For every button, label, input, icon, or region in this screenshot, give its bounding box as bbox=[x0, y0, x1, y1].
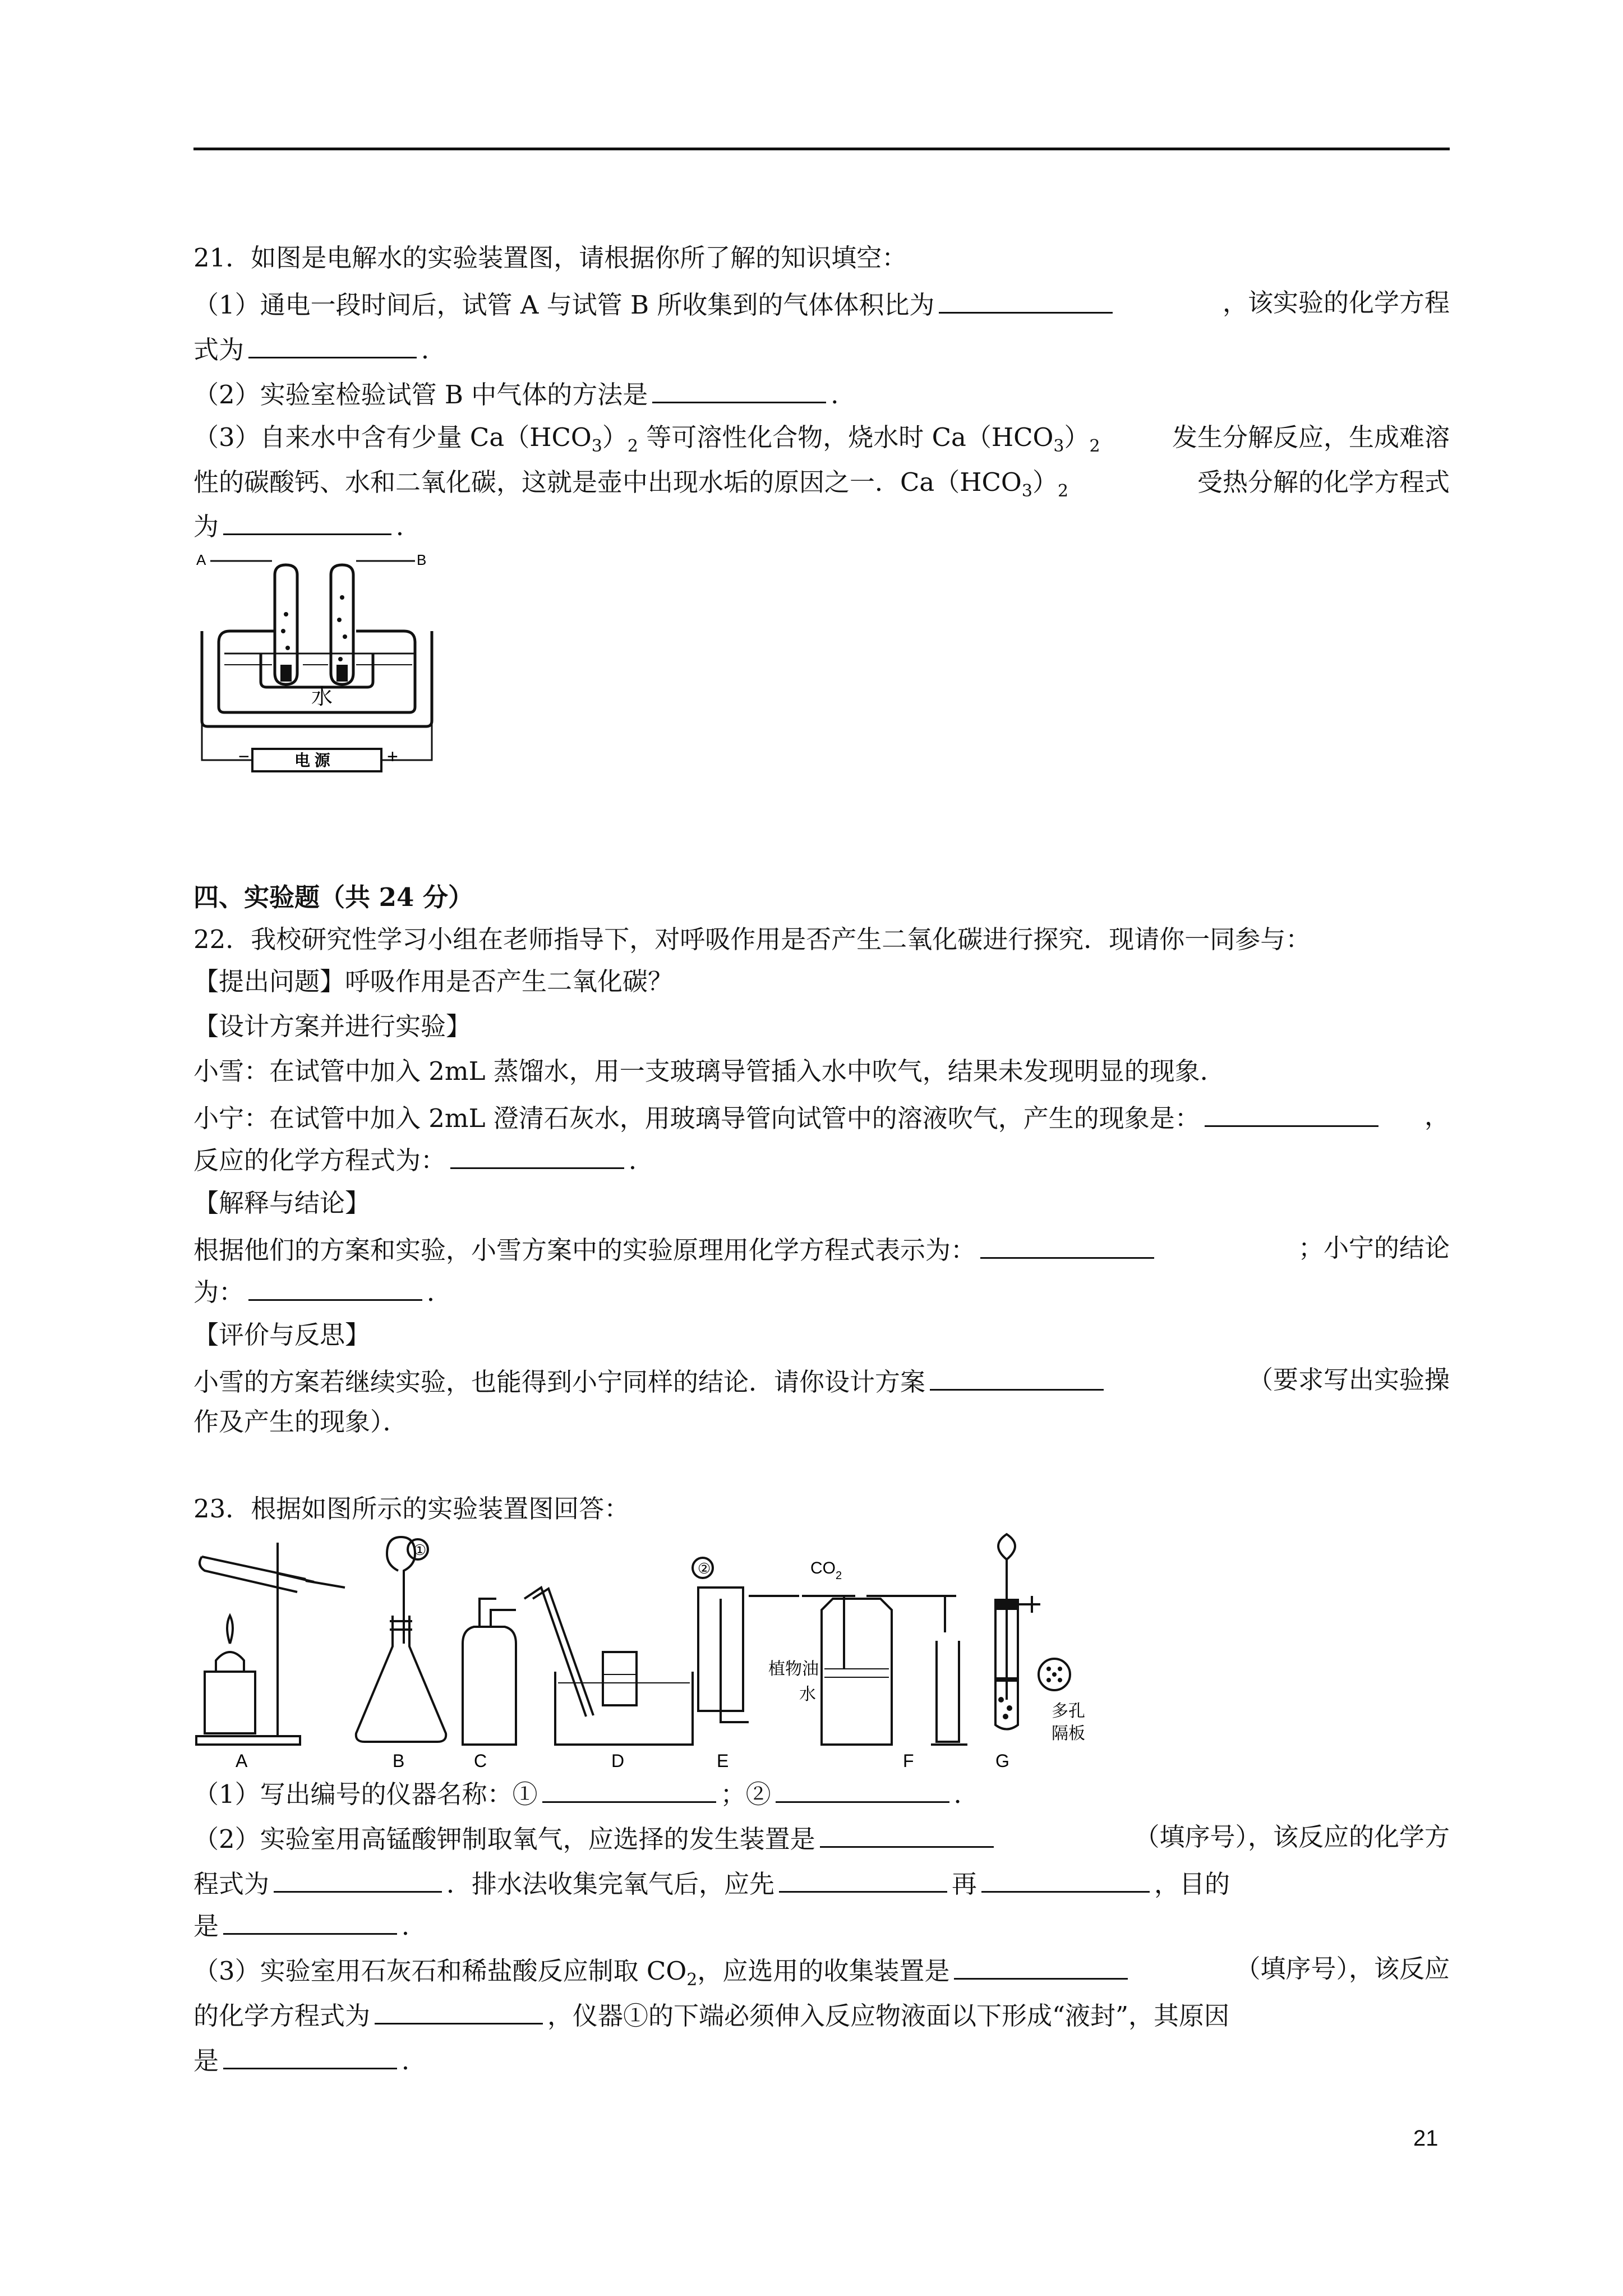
q21-part3: （3）自来水中含有少量 $Ca(HCO_3)_2$ 等可溶性化合物，烧水时 $Ca(HCO_3)_2$ 发生分解反应，生成难溶 bbox=[193, 422, 1450, 456]
answer-blank[interactable] bbox=[223, 2042, 397, 2069]
answer-blank[interactable] bbox=[820, 1820, 994, 1848]
q22-stem: 22．我校研究性学习小组在老师指导下，对呼吸作用是否产生二氧化碳进行探究．现请你一同参与： bbox=[193, 924, 1311, 954]
q22-heading-design: 【设计方案并进行实验】 bbox=[193, 1011, 472, 1041]
q21-part3-answer: 为 ． bbox=[193, 508, 1450, 544]
q22-reflection: 小雪的方案若继续实验，也能得到小宁同样的结论．请你设计方案 （要求写出实验操 bbox=[193, 1363, 1450, 1399]
answer-blank[interactable] bbox=[375, 1997, 543, 2024]
svg-text:隔板: 隔板 bbox=[1052, 1724, 1085, 1743]
svg-text:植物油: 植物油 bbox=[768, 1660, 819, 1678]
svg-text:水: 水 bbox=[311, 685, 333, 709]
q22-equation: 反应的化学方程式为： ． bbox=[193, 1142, 1450, 1177]
svg-text:电 源: 电 源 bbox=[294, 752, 330, 769]
svg-text:−: − bbox=[238, 746, 250, 767]
q21-part2: （2）实验室检验试管 B 中气体的方法是 ． bbox=[193, 376, 1450, 412]
answer-blank[interactable] bbox=[450, 1142, 624, 1169]
section-title: 四、实验题（共 24 分） bbox=[193, 882, 473, 912]
svg-text:B: B bbox=[393, 1751, 405, 1771]
electrolysis-figure bbox=[193, 553, 440, 777]
svg-text:G: G bbox=[995, 1751, 1009, 1771]
answer-blank[interactable] bbox=[274, 1865, 442, 1893]
answer-blank[interactable] bbox=[779, 1865, 947, 1893]
q22-reflection-cont: 作及产生的现象）． bbox=[193, 1407, 408, 1437]
header-rule bbox=[193, 148, 1450, 150]
svg-text:2: 2 bbox=[836, 1570, 842, 1582]
q22-xiaoxue: 小雪：在试管中加入 2mL 蒸馏水，用一支玻璃导管插入水中吹气，结果未发现明显的现象． bbox=[193, 1056, 1225, 1086]
svg-text:D: D bbox=[611, 1751, 625, 1771]
answer-blank[interactable] bbox=[223, 1907, 397, 1935]
q23-part3: （3）实验室用石灰石和稀盐酸反应制取 $CO_2$，应选用的收集装置是 （填序号），该反应 bbox=[193, 1952, 1450, 1997]
answer-blank[interactable] bbox=[542, 1775, 716, 1803]
q22-heading-conclusion: 【解释与结论】 bbox=[193, 1188, 371, 1218]
q23-stem: 23．根据如图所示的实验装置图回答： bbox=[193, 1494, 630, 1524]
q21-part1-cont: 式为 ． bbox=[193, 331, 1450, 367]
svg-text:F: F bbox=[903, 1751, 914, 1771]
svg-text:A: A bbox=[196, 553, 206, 568]
q23-part2-purpose: 是 ． bbox=[193, 1907, 1450, 1943]
q21-part3-cont: 性的碳酸钙、水和二氧化碳，这就是壶中出现水垢的原因之一．$Ca(HCO_3)_2$ 受热分解的化学方程式 bbox=[193, 467, 1450, 501]
answer-blank[interactable] bbox=[980, 1231, 1154, 1259]
q23-part2: （2）实验室用高锰酸钾制取氧气，应选择的发生装置是 （填序号），该反应的化学方 bbox=[193, 1820, 1450, 1856]
svg-text:A: A bbox=[236, 1751, 248, 1771]
svg-text:②: ② bbox=[698, 1560, 711, 1577]
svg-text:B: B bbox=[417, 553, 427, 568]
q22-xiaoning: 小宁：在试管中加入 2mL 澄清石灰水，用玻璃导管向试管中的溶液吹气，产生的现象是： ， bbox=[193, 1099, 1450, 1135]
answer-blank[interactable] bbox=[930, 1363, 1104, 1391]
q22-conclusion-cont: 为： ． bbox=[193, 1273, 1450, 1309]
q23-part3-cont: 的化学方程式为 ，仪器①的下端必须伸入反应物液面以下形成“液封”，其原因 bbox=[193, 1997, 1450, 2033]
answer-blank[interactable] bbox=[776, 1775, 949, 1803]
q22-heading-reflection: 【评价与反思】 bbox=[193, 1320, 371, 1350]
answer-blank[interactable] bbox=[248, 1273, 422, 1301]
answer-blank[interactable] bbox=[652, 376, 826, 403]
q23-part1: （1）写出编号的仪器名称：① ；② ． bbox=[193, 1775, 1450, 1811]
answer-blank[interactable] bbox=[939, 286, 1113, 314]
svg-text:多孔: 多孔 bbox=[1052, 1702, 1085, 1720]
svg-text:+: + bbox=[387, 746, 398, 767]
svg-text:C: C bbox=[474, 1751, 487, 1771]
q23-part3-reason: 是 ． bbox=[193, 2042, 1450, 2078]
svg-text:E: E bbox=[717, 1751, 729, 1771]
answer-blank[interactable] bbox=[981, 1865, 1150, 1893]
q23-part2-cont: 程式为 ．排水法收集完氧气后，应先 再 ，目的 bbox=[193, 1865, 1450, 1901]
svg-text:①: ① bbox=[413, 1542, 427, 1558]
q22-heading-question: 【提出问题】呼吸作用是否产生二氧化碳？ bbox=[193, 967, 674, 996]
q21-stem: 21．如图是电解水的实验装置图，请根据你所了解的知识填空： bbox=[193, 243, 907, 273]
answer-blank[interactable] bbox=[223, 508, 391, 535]
answer-blank[interactable] bbox=[248, 331, 417, 358]
apparatus-figure bbox=[193, 1531, 1158, 1773]
svg-text:水: 水 bbox=[799, 1685, 816, 1704]
q21-part1: （1）通电一段时间后，试管 A 与试管 B 所收集到的气体体积比为 ，该实验的化学方程 bbox=[193, 286, 1450, 322]
answer-blank[interactable] bbox=[1205, 1099, 1378, 1127]
page-number: 21 bbox=[1413, 2126, 1438, 2151]
answer-blank[interactable] bbox=[954, 1952, 1128, 1980]
q22-conclusion: 根据他们的方案和实验，小雪方案中的实验原理用化学方程式表示为： ；小宁的结论 bbox=[193, 1231, 1450, 1267]
svg-text:CO: CO bbox=[810, 1559, 836, 1577]
